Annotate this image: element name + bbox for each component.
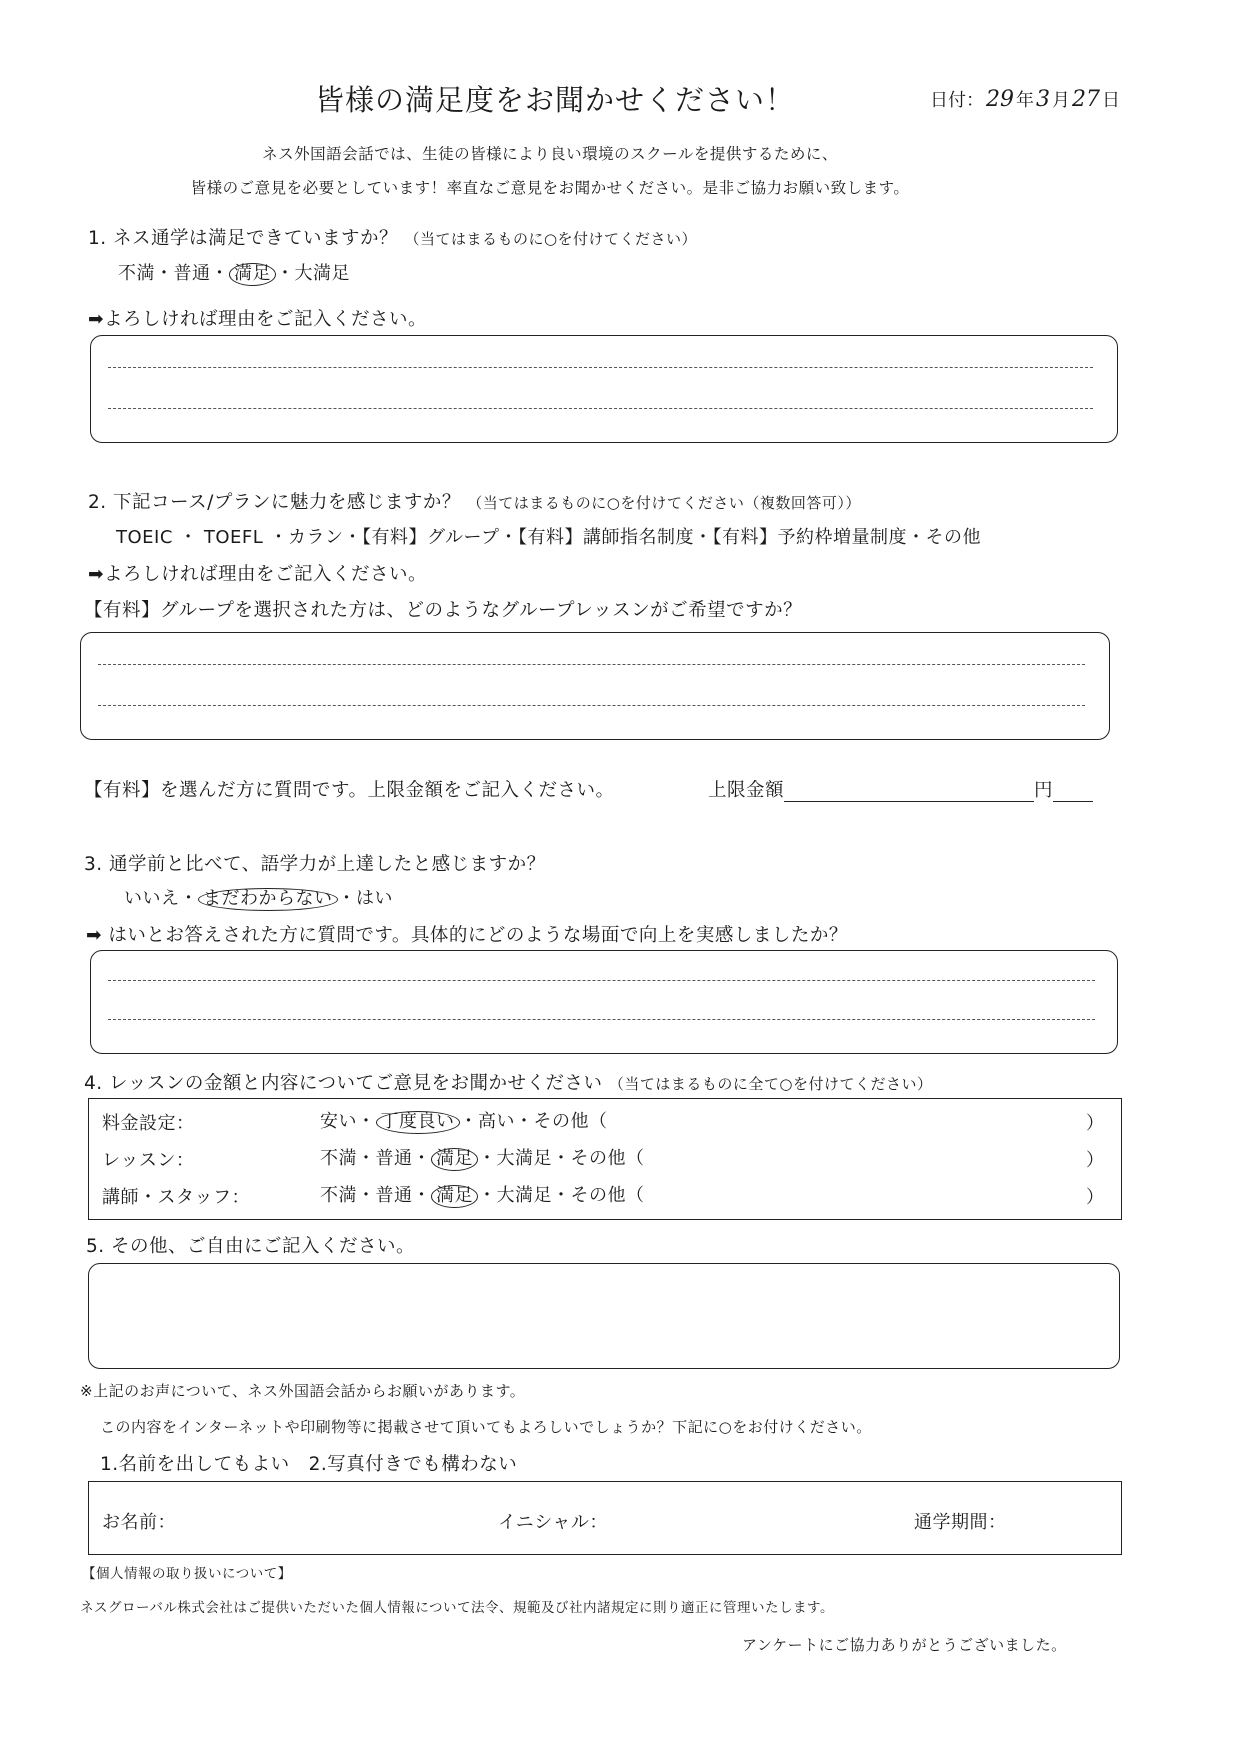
q2-note: （当てはまるものに○を付けてください（複数回答可）） bbox=[467, 494, 861, 512]
separator: ・ bbox=[276, 263, 295, 284]
q2-limit-input[interactable] bbox=[784, 783, 1034, 802]
underline bbox=[1053, 783, 1093, 802]
separator: ・ bbox=[337, 888, 356, 909]
lesson-option-other[interactable]: その他（ bbox=[570, 1148, 645, 1169]
staff-option-other[interactable]: その他（ bbox=[570, 1185, 645, 1206]
q4-note: （当てはまるものに全て○を付けてください） bbox=[608, 1075, 933, 1093]
q1-options bbox=[118, 259, 350, 286]
ruled-line bbox=[108, 980, 1095, 981]
q3-options bbox=[124, 884, 393, 911]
close-paren: ） bbox=[1086, 1150, 1104, 1171]
ruled-line bbox=[108, 367, 1093, 368]
intro-line-1: ネス外国語会話では、生徒の皆様により良い環境のスクールを提供するために、 bbox=[262, 145, 838, 163]
q1-reason-prompt: ➡よろしければ理由をご記入ください。 bbox=[88, 309, 428, 330]
lesson-option-very-satisfied[interactable]: 大満足 bbox=[496, 1148, 552, 1169]
yen-label: 円 bbox=[1034, 780, 1054, 801]
staff-option-very-satisfied[interactable]: 大満足 bbox=[496, 1185, 552, 1206]
ruled-line bbox=[98, 705, 1085, 706]
price-option-expensive[interactable]: 高い bbox=[478, 1111, 515, 1132]
price-option-cheap[interactable]: 安い bbox=[320, 1111, 357, 1132]
staff-option-dissatisfied[interactable]: 不満 bbox=[320, 1185, 357, 1206]
close-paren: ） bbox=[1086, 1113, 1104, 1134]
publish-notice: ※上記のお声について、ネス外国語会話からお願いがあります。 bbox=[80, 1382, 526, 1400]
date-month[interactable]: 3 bbox=[1036, 87, 1050, 112]
privacy-heading: 【個人情報の取り扱いについて】 bbox=[82, 1566, 292, 1582]
q4-row-staff-label: 講師・スタッフ： bbox=[102, 1187, 250, 1208]
q4-question bbox=[84, 1069, 932, 1095]
publish-request: この内容をインターネットや印刷物等に掲載させて頂いてもよろしいでしょうか？下記に○をお付けください。 bbox=[100, 1418, 872, 1436]
q4-row-lesson-label: レッスン： bbox=[102, 1150, 195, 1171]
q4-row-price-label: 料金設定： bbox=[102, 1113, 195, 1134]
q3-question: 3. 通学前と比べて、語学力が上達したと感じますか？ bbox=[84, 854, 546, 875]
privacy-text: ネスグローバル株式会社はご提供いただいた個人情報について法令、規範及び社内諸規定に則り適正に管理いたします。 bbox=[80, 1600, 834, 1616]
q2-paid-prompt: 【有料】を選んだ方に質問です。上限金額をご記入ください。 bbox=[84, 780, 615, 801]
page-title: 皆様の満足度をお聞かせください！ bbox=[314, 83, 795, 117]
q1-option-normal[interactable]: 普通 bbox=[173, 263, 211, 284]
q2-reason-prompt: ➡よろしければ理由をご記入ください。 bbox=[88, 564, 428, 585]
close-paren: ） bbox=[1086, 1187, 1104, 1208]
q1-option-dissatisfied[interactable]: 不満 bbox=[118, 263, 155, 284]
price-option-other[interactable]: その他（ bbox=[533, 1111, 608, 1132]
q1-question-text: 1. ネス通学は満足できていますか？ bbox=[88, 228, 399, 249]
q3-answer-box[interactable] bbox=[90, 950, 1118, 1054]
q3-followup: ➡ はいとお答えされた方に質問です。具体的にどのような場面で向上を実感しましたか？ bbox=[86, 925, 848, 946]
date-label: 日付： bbox=[930, 90, 984, 111]
q1-reason-box[interactable] bbox=[90, 335, 1118, 443]
period-label: 通学期間： bbox=[914, 1512, 1007, 1533]
lesson-option-normal[interactable]: 普通 bbox=[375, 1148, 413, 1169]
separator: ・ bbox=[210, 263, 229, 284]
q2-question-text: 2. 下記コース/プランに魅力を感じますか？ bbox=[88, 492, 461, 513]
q2-limit-label: 上限金額 bbox=[708, 780, 785, 801]
q2-group-prompt: 【有料】グループを選択された方は、どのようなグループレッスンがご希望ですか？ bbox=[84, 600, 803, 621]
date-day-unit: 日 bbox=[1102, 90, 1120, 111]
ruled-line bbox=[108, 1019, 1095, 1020]
name-label: お名前： bbox=[102, 1512, 176, 1533]
ruled-line bbox=[108, 408, 1093, 409]
q2-group-box[interactable] bbox=[80, 632, 1110, 740]
lesson-option-dissatisfied[interactable]: 不満 bbox=[320, 1148, 357, 1169]
staff-option-normal[interactable]: 普通 bbox=[375, 1185, 413, 1206]
q2-limit-field bbox=[708, 776, 1093, 802]
separator: ・ bbox=[179, 888, 198, 909]
initial-label: イニシャル： bbox=[498, 1512, 608, 1533]
q2-question bbox=[88, 488, 861, 514]
q1-option-satisfied-circled[interactable]: 満足 bbox=[229, 263, 276, 286]
q1-note: （当てはまるものに○を付けてください） bbox=[404, 230, 698, 248]
thanks-message: アンケートにご協力ありがとうございました。 bbox=[742, 1636, 1067, 1654]
q3-option-not-sure-circled[interactable]: まだわからない bbox=[198, 888, 338, 911]
date-month-unit: 月 bbox=[1052, 90, 1070, 111]
q3-option-no[interactable]: いいえ bbox=[124, 888, 180, 909]
date-year-unit: 年 bbox=[1016, 90, 1034, 111]
q3-option-yes[interactable]: はい bbox=[356, 888, 393, 909]
q5-free-text-box[interactable] bbox=[88, 1263, 1120, 1369]
q4-row-staff-options: 不満・普通・ 満足 ・大満足・その他（ bbox=[320, 1185, 645, 1206]
date-field bbox=[930, 86, 1120, 112]
q5-question: 5. その他、ご自由にご記入ください。 bbox=[86, 1236, 416, 1257]
price-option-just-right-circled[interactable]: 丁度良い bbox=[376, 1111, 460, 1134]
q1-option-very-satisfied[interactable]: 大満足 bbox=[294, 263, 350, 284]
date-year[interactable]: 29 bbox=[986, 87, 1014, 112]
q1-question bbox=[88, 224, 697, 250]
separator: ・ bbox=[155, 263, 174, 284]
date-day[interactable]: 27 bbox=[1072, 87, 1100, 112]
q4-row-price-options: 安い・ 丁度良い ・高い・その他（ bbox=[320, 1111, 608, 1132]
lesson-option-satisfied-circled[interactable]: 満足 bbox=[431, 1148, 478, 1171]
publish-options[interactable]: 1.名前を出してもよい 2.写真付きでも構わない bbox=[100, 1454, 518, 1475]
q4-question-text: 4. レッスンの金額と内容についてご意見をお聞かせください bbox=[84, 1073, 603, 1094]
q4-row-lesson-options: 不満・普通・ 満足 ・大満足・その他（ bbox=[320, 1148, 645, 1169]
intro-line-2: 皆様のご意見を必要としています！率直なご意見をお聞かせください。是非ご協力お願い致します。 bbox=[190, 179, 910, 197]
ruled-line bbox=[98, 664, 1085, 665]
staff-option-satisfied-circled[interactable]: 満足 bbox=[431, 1185, 478, 1208]
q2-options[interactable]: TOEIC ・ TOEFL ・カラン・【有料】グループ・【有料】講師指名制度・【有料】予約枠増量制度・その他 bbox=[116, 527, 982, 548]
